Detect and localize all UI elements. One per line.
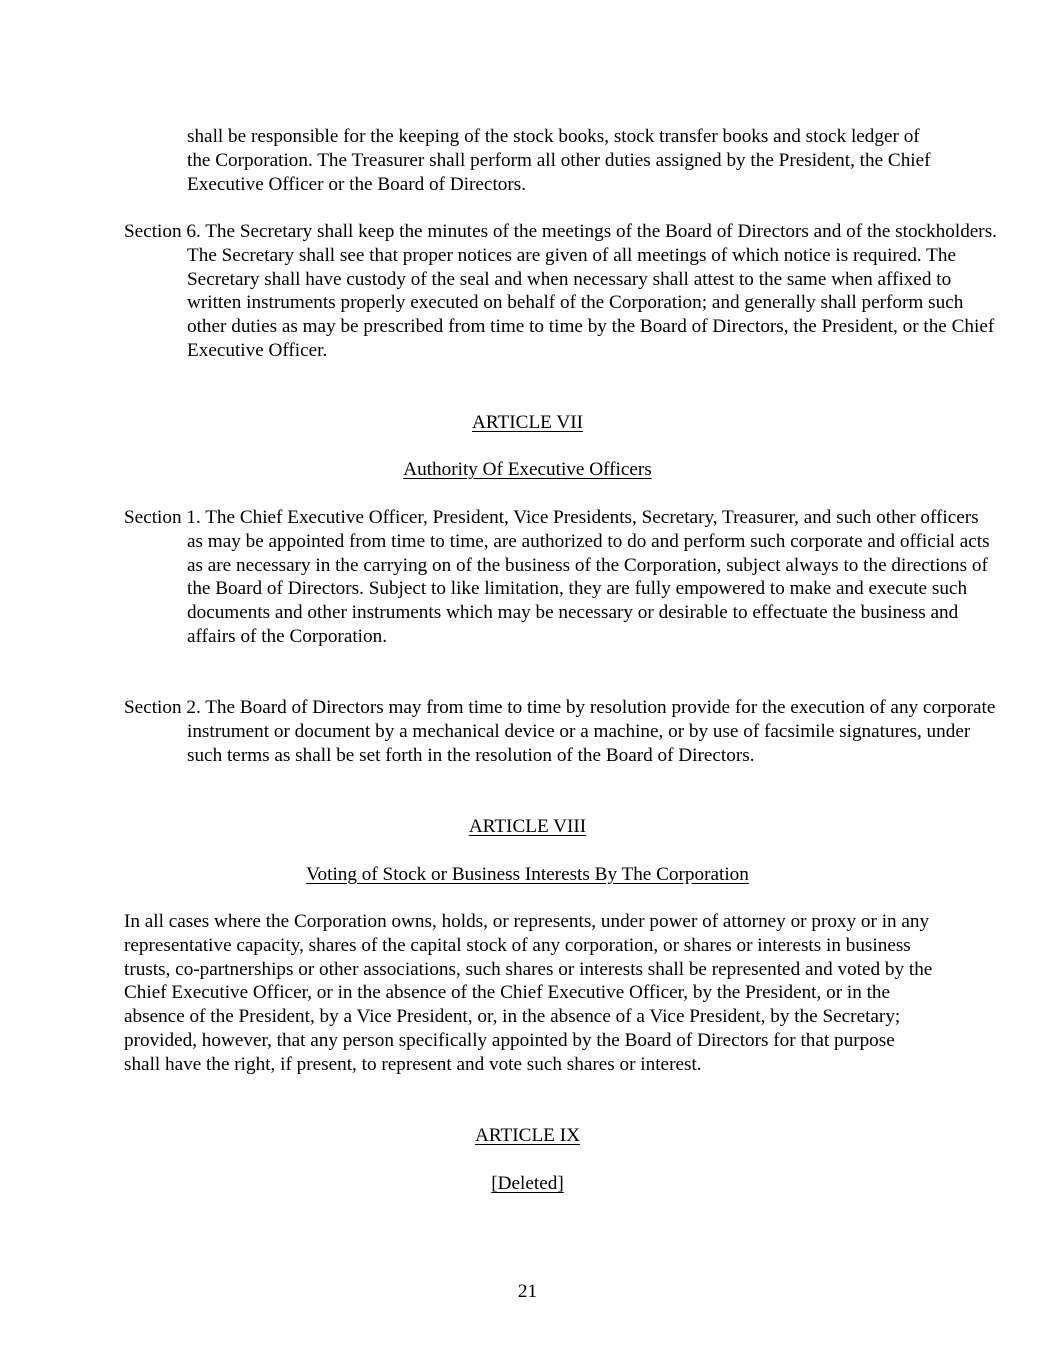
treasurer-duties-continuation: shall be responsible for the keeping of the stock books, stock transfer books and stock ledger of the Corporation. The Treasurer shall perform all other duties assigned by the President, the Chief Executive Officer or the Board of Directors. [187, 126, 931, 195]
article-viii-heading: ARTICLE VIII [468, 816, 587, 837]
article-vii-section-1: Section 1. The Chief Executive Officer, President, Vice Presidents, Secretary, Treasurer, and such other officers as may be appointed from time to time, are authorized to do and perform such corporate and official acts as are necessary in the carrying on of the business of the Corporation, subject always to the directions of the Board of Directors. Subject to like limitation, they are fully empowered to make and execute such documents and other instruments which may be necessary or desirable to effectuate the business and affairs of the Corporation. [124, 507, 990, 647]
article-viii-title: Voting of Stock or Business Interests By The Corporation [306, 864, 749, 885]
article-vii-heading: ARTICLE VII [472, 412, 583, 433]
page-number: 21 [517, 1281, 538, 1302]
section-6-secretary: Section 6. The Secretary shall keep the minutes of the meetings of the Board of Directors and of the stockholders. The Secretary shall see that proper notices are given of all meetings of which notice is required. The Secretary shall have custody of the seal and when necessary shall attest to the same when affixed to written instruments properly executed on behalf of the Corporation; and generally shall perform such other duties as may be prescribed from time to time by the Board of Directors, the President, or the Chief Executive Officer. [124, 221, 997, 361]
article-ix-title: [Deleted] [491, 1173, 564, 1194]
article-vii-title: Authority Of Executive Officers [403, 459, 652, 480]
article-viii-body: In all cases where the Corporation owns, holds, or represents, under power of attorney or proxy or in any representative capacity, shares of the capital stock of any corporation, or shares or interests in business trusts, co-partnerships or other associations, such shares or interests shall be represented and voted by the Chief Executive Officer, or in the absence of the Chief Executive Officer, by the President, or in the absence of the President, by a Vice President, or, in the absence of a Vice President, by the Secretary; provided, however, that any person specifically appointed by the Board of Directors for that purpose shall have the right, if present, to represent and vote such shares or interest. [124, 911, 933, 1075]
article-ix-heading: ARTICLE IX [475, 1125, 580, 1146]
article-vii-section-2: Section 2. The Board of Directors may from time to time by resolution provide for the execution of any corporate instrument or document by a mechanical device or a machine, or by use of facsimile signatures, under such terms as shall be set forth in the resolution of the Board of Directors. [124, 697, 996, 766]
